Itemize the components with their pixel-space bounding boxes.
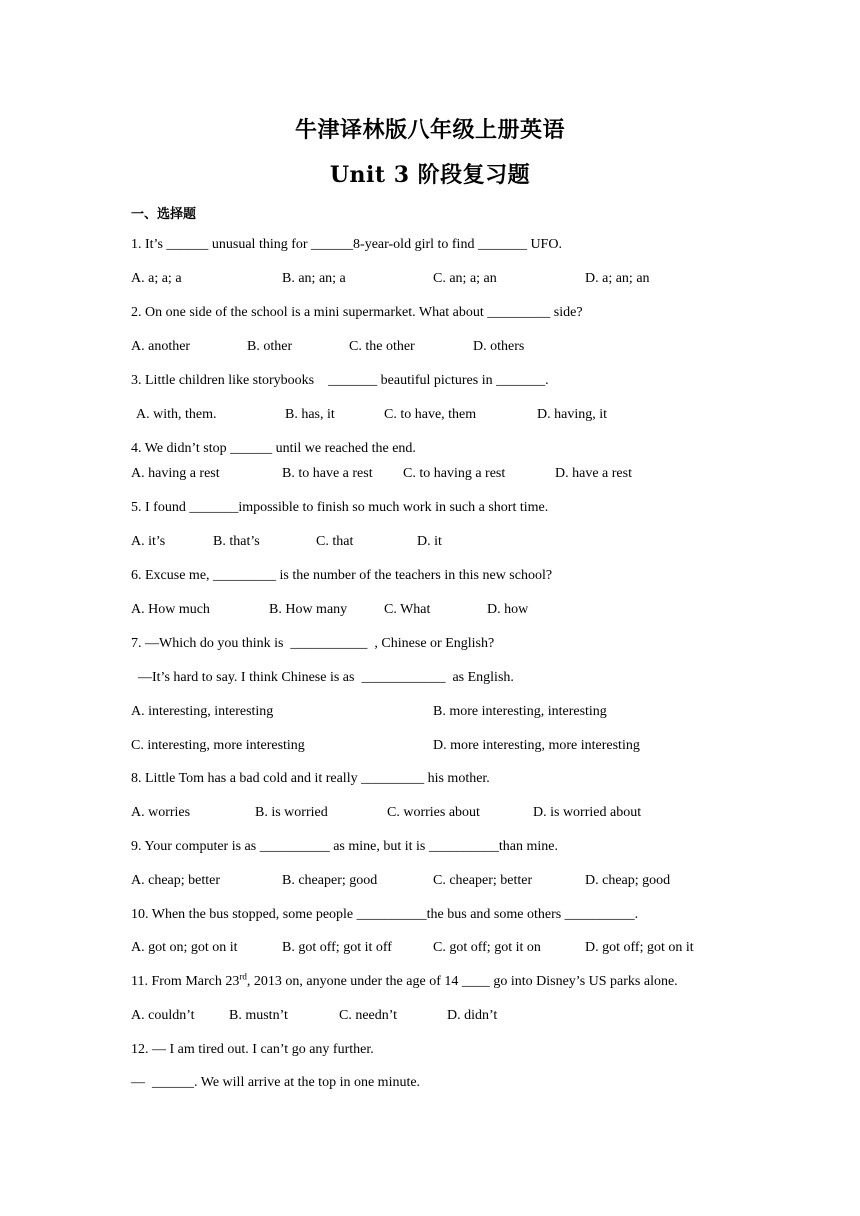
question-6-option-b: B. How many: [269, 602, 348, 617]
section-heading: 一、选择题: [131, 207, 197, 222]
question-3-option-b: B. has, it: [285, 407, 335, 422]
question-3-option-c: C. to have, them: [384, 407, 477, 422]
question-8-stem: 8. Little Tom has a bad cold and it really _________ his mother.: [131, 771, 490, 786]
question-8-option-d: D. is worried about: [533, 805, 642, 820]
question-11-option-d: D. didn’t: [447, 1008, 498, 1023]
question-11-stem-end: , 2013 on, anyone under the age of 14 ____ go into Disney’s US parks alone.: [246, 974, 678, 989]
question-3-option-d: D. having, it: [537, 407, 607, 422]
question-1-stem: 1. It’s ______ unusual thing for ______8-year-old girl to find _______ UFO.: [131, 237, 562, 252]
question-10-option-c: C. got off; got it on: [433, 940, 541, 955]
question-9-option-b: B. cheaper; good: [282, 873, 378, 888]
question-10-stem: 10. When the bus stopped, some people __________the bus and some others __________.: [131, 907, 639, 922]
question-12-stem: 12. — I am tired out. I can’t go any further.: [131, 1042, 374, 1057]
question-7-option-d: D. more interesting, more interesting: [433, 738, 640, 753]
question-6-option-a: A. How much: [131, 602, 210, 617]
question-2-stem: 2. On one side of the school is a mini supermarket. What about _________ side?: [131, 305, 583, 320]
question-7-option-b: B. more interesting, interesting: [433, 704, 607, 719]
question-9-option-a: A. cheap; better: [131, 873, 221, 888]
question-8-option-a: A. worries: [131, 805, 191, 820]
question-11-ordinal-suffix: rd: [239, 971, 247, 982]
question-5-option-c: C. that: [316, 534, 354, 549]
question-11-stem: [131, 973, 678, 991]
question-4-option-d: D. have a rest: [555, 466, 632, 481]
question-8-option-c: C. worries about: [387, 805, 480, 820]
question-5-option-a: A. it’s: [131, 534, 166, 549]
question-6-stem: 6. Excuse me, _________ is the number of the teachers in this new school?: [131, 568, 553, 583]
question-10-option-b: B. got off; got it off: [282, 940, 392, 955]
question-3-stem: 3. Little children like storybooks _______ beautiful pictures in _______.: [131, 373, 549, 388]
question-4-option-c: C. to having a rest: [403, 466, 506, 481]
question-1-option-a: A. a; a; a: [131, 271, 182, 286]
question-8-option-b: B. is worried: [255, 805, 328, 820]
question-4-option-a: A. having a rest: [131, 466, 220, 481]
question-11-option-a: A. couldn’t: [131, 1008, 195, 1023]
question-1-option-b: B. an; an; a: [282, 271, 346, 286]
question-7-option-c: C. interesting, more interesting: [131, 738, 305, 753]
question-9-option-d: D. cheap; good: [585, 873, 671, 888]
document-title: 牛津译林版八年级上册英语: [294, 117, 565, 143]
question-5-option-b: B. that’s: [213, 534, 260, 549]
question-11-option-c: C. needn’t: [339, 1008, 398, 1023]
question-5-option-d: D. it: [417, 534, 442, 549]
question-4-stem: 4. We didn’t stop ______ until we reached the end.: [131, 441, 416, 456]
question-6-option-d: D. how: [487, 602, 529, 617]
question-7-stem: 7. —Which do you think is ___________ , Chinese or English?: [131, 636, 495, 651]
question-2-option-b: B. other: [247, 339, 293, 354]
question-7-stem-reply: —It’s hard to say. I think Chinese is as ____________ as English.: [138, 670, 514, 685]
question-12-stem-reply: — ______. We will arrive at the top in one minute.: [131, 1075, 421, 1090]
question-1-option-c: C. an; a; an: [433, 271, 497, 286]
question-9-option-c: C. cheaper; better: [433, 873, 533, 888]
question-11-stem-start: 11. From March 23: [131, 974, 240, 989]
question-5-stem: 5. I found _______impossible to finish so much work in such a short time.: [131, 500, 549, 515]
question-10-option-d: D. got off; got on it: [585, 940, 694, 955]
question-2-option-c: C. the other: [349, 339, 415, 354]
question-10-option-a: A. got on; got on it: [131, 940, 238, 955]
question-9-stem: 9. Your computer is as __________ as mine, but it is __________than mine.: [131, 839, 558, 854]
question-2-option-d: D. others: [473, 339, 525, 354]
question-11-option-b: B. mustn’t: [229, 1008, 288, 1023]
question-1-option-d: D. a; an; an: [585, 271, 650, 286]
document-subtitle: Unit 3 阶段复习题: [329, 162, 531, 188]
question-4-option-b: B. to have a rest: [282, 466, 373, 481]
question-7-option-a: A. interesting, interesting: [131, 704, 274, 719]
question-2-option-a: A. another: [131, 339, 191, 354]
question-6-option-c: C. What: [384, 602, 431, 617]
question-3-option-a: A. with, them.: [136, 407, 217, 422]
